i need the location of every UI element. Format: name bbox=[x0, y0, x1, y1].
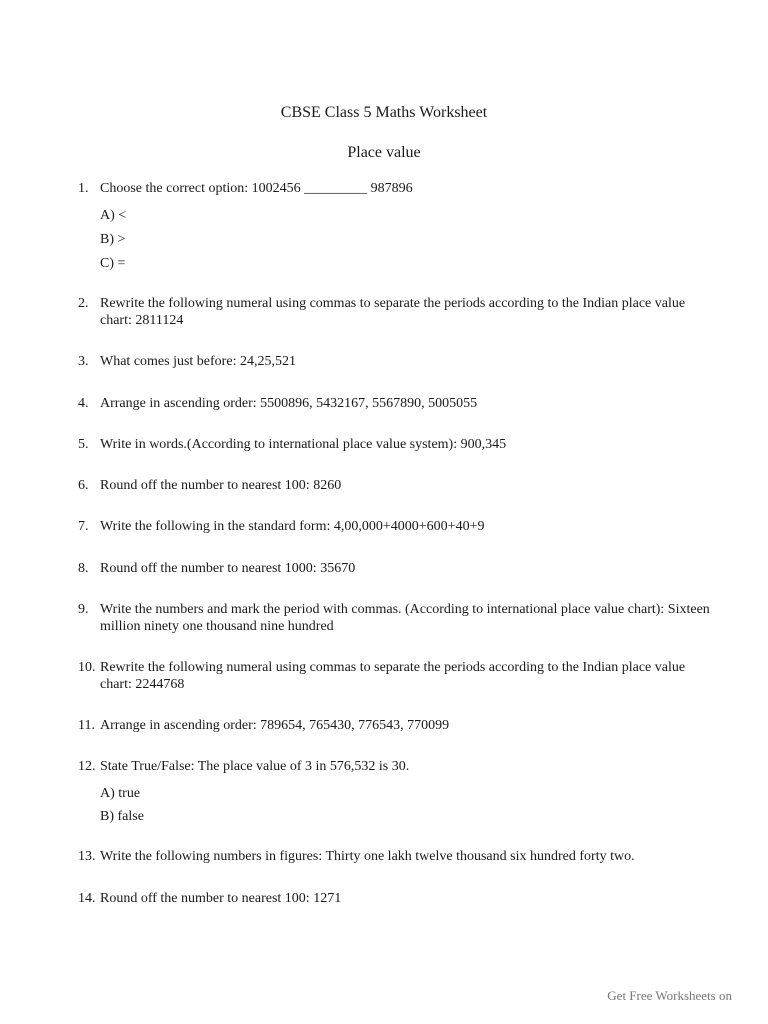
question-text: Round off the number to nearest 100: 8260 bbox=[100, 478, 342, 493]
question-text: What comes just before: 24,25,521 bbox=[100, 354, 296, 369]
question-item bbox=[78, 519, 718, 536]
question-item bbox=[78, 296, 718, 329]
question-text: Rewrite the following numeral using commas to separate the periods according to the Indian place value chart: 2811124 bbox=[100, 296, 686, 328]
question-item bbox=[78, 181, 718, 198]
worksheet-title: CBSE Class 5 Maths Worksheet bbox=[280, 104, 488, 121]
question-text: Arrange in ascending order: 5500896, 5432167, 5567890, 5005055 bbox=[100, 396, 478, 411]
question-text: Rewrite the following numeral using commas to separate the periods according to the Indian place value chart: 2244768 bbox=[100, 660, 686, 692]
answer-option: B) false bbox=[100, 809, 144, 824]
question-item bbox=[78, 478, 718, 495]
question-item bbox=[78, 437, 718, 454]
answer-option: C) = bbox=[100, 256, 126, 271]
question-text: Round off the number to nearest 100: 1271 bbox=[100, 891, 342, 906]
question-number: 2. bbox=[78, 296, 89, 311]
question-text: Write the following in the standard form: 4,00,000+4000+600+40+9 bbox=[100, 519, 485, 534]
question-number: 13. bbox=[78, 849, 96, 864]
question-item bbox=[78, 660, 718, 693]
question-number: 10. bbox=[78, 660, 96, 675]
question-item bbox=[78, 849, 718, 866]
question-number: 14. bbox=[78, 891, 96, 906]
question-number: 5. bbox=[78, 437, 89, 452]
question-text: Write the numbers and mark the period with commas. (According to international place value chart): Sixteen million ninety one thousand nine hundred bbox=[100, 602, 710, 634]
question-item bbox=[78, 396, 718, 413]
question-text: Write the following numbers in figures: Thirty one lakh twelve thousand six hundred forty two. bbox=[100, 849, 635, 864]
question-text: Choose the correct option: 1002456 _________ 987896 bbox=[100, 181, 413, 196]
footer-text: Get Free Worksheets on bbox=[607, 988, 732, 1003]
question-text: Arrange in ascending order: 789654, 765430, 776543, 770099 bbox=[100, 718, 450, 733]
question-text: State True/False: The place value of 3 in 576,532 is 30. bbox=[100, 759, 410, 774]
question-number: 11. bbox=[78, 718, 95, 733]
question-item bbox=[78, 891, 718, 908]
worksheet-subtitle: Place value bbox=[347, 144, 421, 161]
question-number: 1. bbox=[78, 181, 89, 196]
question-number: 9. bbox=[78, 602, 89, 617]
question-item bbox=[78, 561, 718, 578]
question-item bbox=[78, 602, 718, 635]
answer-option: B) > bbox=[100, 232, 126, 247]
question-item bbox=[78, 759, 718, 776]
question-item bbox=[78, 354, 718, 371]
question-number: 8. bbox=[78, 561, 89, 576]
answer-option: A) true bbox=[100, 786, 141, 801]
question-number: 6. bbox=[78, 478, 89, 493]
question-item bbox=[78, 718, 718, 735]
question-number: 4. bbox=[78, 396, 89, 411]
question-number: 12. bbox=[78, 759, 96, 774]
answer-option: A) < bbox=[100, 208, 127, 223]
question-number: 3. bbox=[78, 354, 89, 369]
question-number: 7. bbox=[78, 519, 89, 534]
question-text: Write in words.(According to international place value system): 900,345 bbox=[100, 437, 507, 452]
question-text: Round off the number to nearest 1000: 35670 bbox=[100, 561, 356, 576]
